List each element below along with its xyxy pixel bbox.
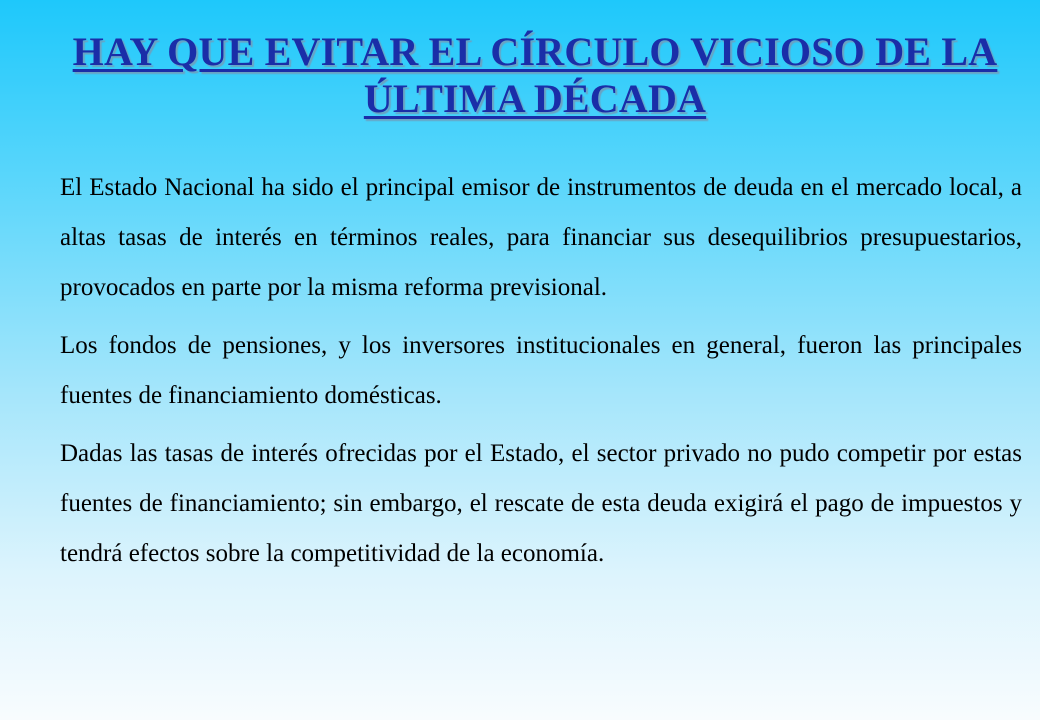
paragraph-3: Dadas las tasas de interés ofrecidas por el Estado, el sector privado no pudo competir por estas fuentes de financiamiento; sin embargo, el rescate de esta deuda exigirá el pago de impuestos y tendrá efectos sobre la competitividad de la economía. <box>60 440 1022 567</box>
slide-title: HAY QUE EVITAR EL CÍRCULO VICIOSO DE LA ÚLTIMA DÉCADA <box>72 29 998 121</box>
paragraph-1: El Estado Nacional ha sido el principal emisor de instrumentos de deuda en el mercado local, a altas tasas de interés en términos reales, para financiar sus desequilibrios presupuestarios, provocados en parte por la misma reforma previsional. <box>60 174 1022 301</box>
paragraph-2: Los fondos de pensiones, y los inversores institucionales en general, fueron las principales fuentes de financiamiento domésticas. <box>60 332 1022 409</box>
slide-body <box>60 163 1022 579</box>
